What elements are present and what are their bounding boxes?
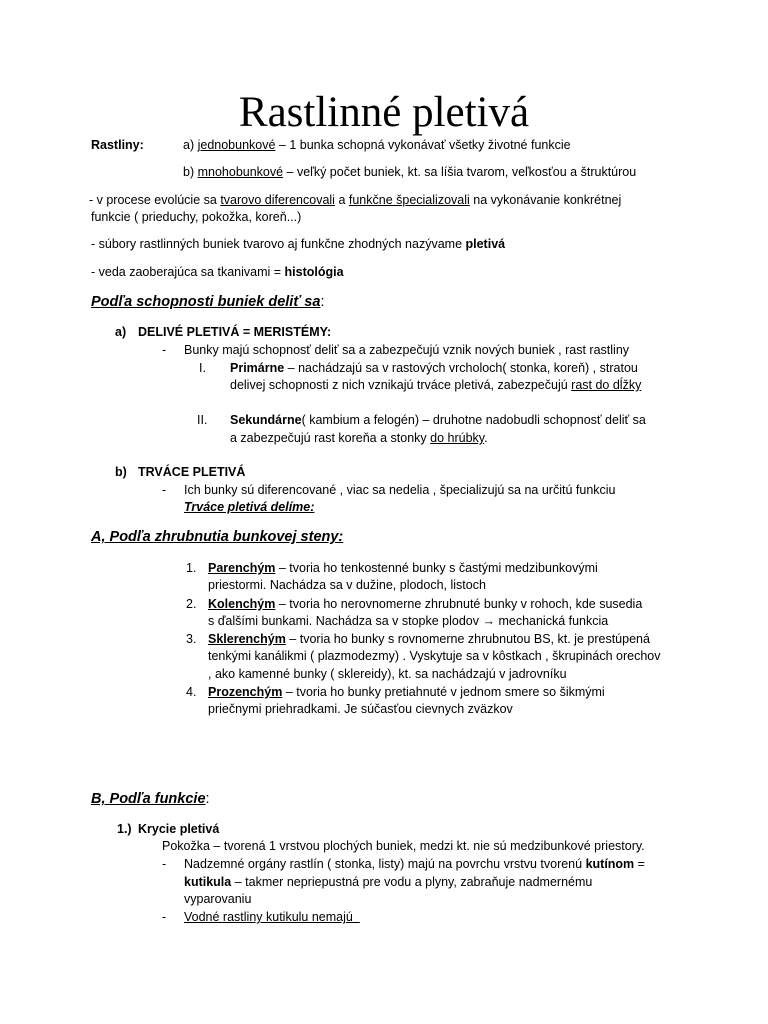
evolution-line-1: - v procese evolúcie sa tvarovo diferencovali a funkčne špecializovali na vykonávanie konkrétnej (89, 193, 622, 207)
trvace-description: Ich bunky sú diferencované , viac sa nedelia , špecializujú sa na určitú funkciu (184, 483, 616, 497)
sklerenchym-line-2: tenkými kanálikmi ( plazmodezmy) . Vyskytuje sa v kôstkach , škrupinách orechov (208, 649, 661, 663)
dash-marker: - (162, 857, 167, 871)
sklerenchym-line-1: Sklerenchým – tvoria ho bunky s rovnomerne zhrubnutou BS, kt. je prestúpená (208, 632, 650, 646)
subory-line: - súbory rastlinných buniek tvarovo aj funkčne zhodných nazývame pletivá (91, 237, 506, 251)
list-marker-1: 1.) (117, 822, 132, 836)
list-marker-a: a) (115, 325, 127, 339)
kolenchym-line-2: s ďalšími bunkami. Nachádza sa v stopke plodov → mechanická funkcia (208, 614, 609, 628)
list-number: 1. (186, 561, 197, 575)
list-number: 4. (186, 685, 197, 699)
section-heading-delenie: Podľa schopnosti buniek deliť sa: (91, 294, 325, 310)
page-title: Rastlinné pletivá (238, 89, 530, 136)
list-marker-b: b) (115, 465, 127, 479)
primarne-line-1: Primárne – nachádzajú sa v rastových vrcholoch( stonka, koreň) , stratou (230, 361, 638, 375)
vodne-rastliny-line: Vodné rastliny kutikulu nemajú (184, 910, 360, 924)
rastliny-a-line: a) jednobunkové – 1 bunka schopná vykonávať všetky životné funkcie (183, 138, 571, 152)
delive-description: Bunky majú schopnosť deliť sa a zabezpečujú vznik nových buniek , rast rastliny (184, 343, 630, 357)
list-number: 3. (186, 632, 197, 646)
primarne-line-2: delivej schopnosti z nich vznikajú trváce pletivá, zabezpečujú rast do dĺžky (230, 378, 642, 392)
roman-marker-i: I. (199, 361, 206, 375)
trvace-pletiva-title: TRVÁCE PLETIVÁ (138, 465, 246, 479)
rastliny-label: Rastliny: (91, 138, 144, 152)
prozenchym-line-1: Prozenchým – tvoria ho bunky pretiahnuté v jednom smere so šikmými (208, 685, 605, 699)
krycie-pletiva-title: Krycie pletivá (138, 822, 220, 836)
dash-marker: - (162, 910, 167, 924)
veda-line: - veda zaoberajúca sa tkanivami = histológia (91, 265, 344, 279)
nadzemne-line-3: vyparovaniu (184, 892, 252, 906)
prozenchym-line-2: priečnymi priehradkami. Je súčasťou cievnych zväzkov (208, 702, 513, 716)
kolenchym-line-1: Kolenchým – tvoria ho nerovnomerne zhrubnuté bunky v rohoch, kde susedia (208, 597, 643, 611)
sekundarne-line-2: a zabezpečujú rast koreňa a stonky do hrúbky. (230, 431, 488, 445)
sklerenchym-line-3: , ako kamenné bunky ( sklereidy), kt. sa nachádzajú v jadrovníku (208, 667, 567, 681)
list-number: 2. (186, 597, 197, 611)
sekundarne-line-1: Sekundárne( kambium a felogén) – druhotne nadobudli schopnosť deliť sa (230, 413, 646, 427)
dash-marker: - (162, 343, 167, 357)
parenchym-line-2: priestormi. Nachádza sa v dužine, plodoch, listoch (208, 578, 486, 592)
trvace-delime: Trváce pletivá delíme: (184, 500, 315, 514)
section-heading-funkcia: B, Podľa funkcie: (91, 791, 210, 807)
parenchym-line-1: Parenchým – tvoria ho tenkostenné bunky s častými medzibunkovými (208, 561, 598, 575)
dash-marker: - (162, 483, 167, 497)
nadzemne-line-1: Nadzemné orgány rastlín ( stonka, listy) majú na povrchu vrstvu tvorenú kutínom = (184, 857, 645, 871)
section-heading-zhrubnutie: A, Podľa zhrubnutia bunkovej steny: (91, 529, 344, 545)
pokozka-line: Pokožka – tvorená 1 vrstvou plochých buniek, medzi kt. nie sú medzibunkové priestory. (162, 839, 645, 853)
rastliny-b-line: b) mnohobunkové – veľký počet buniek, kt. sa líšia tvarom, veľkosťou a štruktúrou (183, 165, 637, 179)
delive-pletiva-title: DELIVÉ PLETIVÁ = MERISTÉMY: (138, 325, 332, 339)
evolution-line-2: funkcie ( prieduchy, pokožka, koreň...) (91, 210, 302, 224)
roman-marker-ii: II. (197, 413, 208, 427)
nadzemne-line-2: kutikula – takmer nepriepustná pre vodu a plyny, zabraňuje nadmernému (184, 875, 593, 889)
